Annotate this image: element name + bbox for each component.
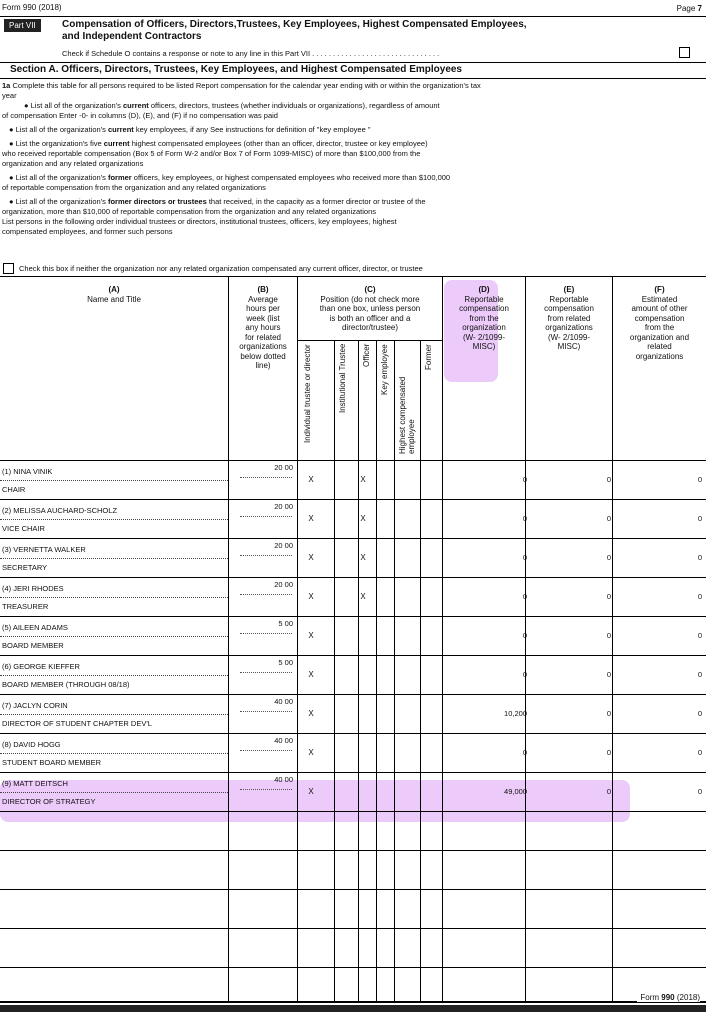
person-title: DIRECTOR OF STRATEGY: [2, 797, 96, 806]
col-c-sub-0: Individual trustee or director: [303, 344, 312, 443]
hours-per-week: 40 00: [274, 736, 293, 745]
e-lines-line: MISC): [557, 342, 581, 351]
position-mark: X: [360, 592, 366, 601]
person-name: (4) JERI RHODES: [2, 584, 64, 593]
b-lines-line: hours per: [246, 304, 280, 313]
person-name: (9) MATT DEITSCH: [2, 779, 68, 788]
hours-per-week: 5 00: [278, 658, 293, 667]
f-lines-line: amount of other: [631, 304, 688, 313]
e-lines-line: organizations: [545, 323, 593, 332]
table-row: [0, 577, 706, 616]
position-mark: X: [308, 709, 314, 718]
col-d-header: (D) Reportable compensation from the organization (W- 2/1099- MISC): [443, 285, 525, 352]
hours-per-week: 40 00: [274, 775, 293, 784]
page-number: Page 7: [676, 4, 702, 13]
position-mark: X: [308, 670, 314, 679]
footer-form-label: Form 990 (2018): [637, 993, 700, 1002]
f-lines-line: compensation: [634, 313, 685, 323]
b-lines-line: Average: [248, 294, 278, 304]
comp-f: 0: [697, 631, 702, 640]
person-title: TREASURER: [2, 602, 49, 611]
position-mark: X: [308, 475, 314, 484]
table-row: [0, 499, 706, 538]
position-mark: X: [360, 514, 366, 523]
col-c-sub-5: Former: [424, 344, 433, 370]
hours-per-week: 5 00: [278, 619, 293, 628]
d-lines-line: organization: [462, 323, 506, 332]
instructions: 1a Complete this table for all persons required to be listed Report compensation for the calendar year ending with or within the organization's tax year ● List all of the organization's current officers, directors, trustees (whether individuals or organizations), regardless of amount of compensation Enter -0- in columns (D), (E), and (F) if no compensation was paid ● List all of the organization's current key employees, if any See instructions for definition of "key employee " ● List the organization's five current highest compensated employees (other than an officer, director, trustee or key employee) who received reportable compensation (Box 5 of Form W-2 and/or Box 7 of Form 1099-MISC) of more than $100,000 from the organization and any related organizations ● List all of the organization's former officers, key employees, or highest compensated employees who received more than $100,000 of reportable compensation from the organization and any related organizations ● List all of the organization's former directors or trustees that received, in the capacity as a former director or trustee of the organization, more than $10,000 of reportable compensation from the organization and any related organizations List persons in the following order individual trustees or directors, institutional trustees, officers, key employees, highest compensated employees, and former such persons: [2, 81, 481, 236]
hours-per-week: 40 00: [274, 697, 293, 706]
c-lines-line: than one box, unless person: [319, 304, 421, 313]
comp-d: 0: [522, 748, 527, 757]
d-lines-line: compensation: [459, 304, 509, 313]
comp-f: 0: [697, 553, 702, 562]
position-mark: X: [360, 553, 366, 562]
comp-e: 0: [606, 475, 611, 484]
f-lines-line: Estimated: [641, 294, 678, 304]
person-title: BOARD MEMBER: [2, 641, 64, 650]
person-title: VICE CHAIR: [2, 524, 45, 533]
comp-e: 0: [606, 631, 611, 640]
col-c-header: (C) Position (do not check more than one box, unless person is both an officer and a director/trustee): [298, 285, 442, 333]
comp-d: 0: [522, 631, 527, 640]
col-c-sub-1: Institutional Trustee: [338, 344, 347, 414]
position-mark: X: [360, 475, 366, 484]
comp-e: 0: [606, 787, 611, 796]
person-title: STUDENT BOARD MEMBER: [2, 758, 102, 767]
part-label: Part VII: [4, 19, 41, 32]
b-lines-line: organizations: [239, 342, 287, 351]
position-mark: X: [308, 514, 314, 523]
position-mark: X: [308, 787, 314, 796]
hours-per-week: 20 00: [274, 541, 293, 550]
e-lines-line: (W- 2/1099-: [547, 332, 591, 342]
table-row: [0, 616, 706, 655]
f-lines-line: from the: [644, 323, 675, 332]
col-c-sub-2: Officer: [362, 344, 371, 368]
schedule-o-note: Check if Schedule O contains a response or note to any line in this Part VII . . . . . . . . . . . . . . . . . . . . . . . . . . . . . . .: [62, 49, 440, 58]
comp-f: 0: [697, 514, 702, 523]
comp-f: 0: [697, 748, 702, 757]
comp-d: 49,000: [504, 787, 527, 796]
none-compensated-label: Check this box if neither the organization nor any related organization compensated any current officer, director, or trustee: [19, 264, 423, 273]
comp-e: 0: [606, 709, 611, 718]
comp-f: 0: [697, 787, 702, 796]
table-row: [0, 655, 706, 694]
table-row: [0, 694, 706, 733]
e-lines-line: Reportable: [549, 294, 589, 304]
person-title: DIRECTOR OF STUDENT CHAPTER DEV'L: [2, 719, 152, 728]
person-title: CHAIR: [2, 485, 26, 494]
comp-d: 10,200: [504, 709, 527, 718]
comp-f: 0: [697, 475, 702, 484]
col-c-sub-4: Highest compensated employee: [398, 376, 416, 454]
schedule-o-checkbox[interactable]: [679, 47, 690, 58]
col-c-sub-3: Key employee: [380, 344, 389, 395]
b-lines-line: line): [255, 361, 271, 370]
comp-f: 0: [697, 670, 702, 679]
c-lines-line: is both an officer and a: [329, 313, 411, 323]
hours-per-week: 20 00: [274, 580, 293, 589]
b-lines-line: any hours: [245, 323, 281, 332]
none-compensated-checkbox[interactable]: [3, 263, 14, 274]
e-lines-line: compensation: [544, 304, 594, 313]
position-mark: X: [308, 631, 314, 640]
person-name: (3) VERNETTA WALKER: [2, 545, 86, 554]
col-a-header: (A) Name and Title: [87, 285, 141, 304]
f-lines-line: organization and: [629, 332, 690, 342]
comp-e: 0: [606, 553, 611, 562]
person-name: (8) DAVID HOGG: [2, 740, 61, 749]
comp-e: 0: [606, 748, 611, 757]
hours-per-week: 20 00: [274, 463, 293, 472]
hours-per-week: 20 00: [274, 502, 293, 511]
form-label: Form 990 (2018): [2, 3, 62, 12]
f-lines-line: organizations: [635, 351, 684, 361]
comp-d: 0: [522, 475, 527, 484]
comp-d: 0: [522, 553, 527, 562]
part-title: Compensation of Officers, Directors,Trustees, Key Employees, Highest Compensated Employees, and Independent Contractors: [62, 19, 527, 42]
comp-d: 0: [522, 592, 527, 601]
person-name: (6) GEORGE KIEFFER: [2, 662, 80, 671]
d-lines-line: (W- 2/1099-: [462, 332, 506, 342]
person-name: (5) AILEEN ADAMS: [2, 623, 68, 632]
comp-e: 0: [606, 514, 611, 523]
e-lines-line: from related: [547, 313, 591, 323]
person-name: (7) JACLYN CORIN: [2, 701, 68, 710]
person-title: SECRETARY: [2, 563, 48, 572]
f-lines-line: related: [647, 342, 672, 351]
comp-f: 0: [697, 709, 702, 718]
b-lines-line: for related: [244, 332, 282, 342]
c-lines-line: Position (do not check more: [320, 294, 420, 304]
comp-d: 0: [522, 670, 527, 679]
section-a-title: Section A. Officers, Directors, Trustees, Key Employees, and Highest Compensated Employees: [10, 64, 462, 75]
position-mark: X: [308, 748, 314, 757]
table-row: [0, 733, 706, 772]
comp-f: 0: [697, 592, 702, 601]
d-lines-line: MISC): [472, 342, 496, 351]
b-lines-line: week (list: [246, 313, 280, 323]
table-row: [0, 538, 706, 577]
comp-e: 0: [606, 592, 611, 601]
comp-d: 0: [522, 514, 527, 523]
comp-e: 0: [606, 670, 611, 679]
position-mark: X: [308, 592, 314, 601]
d-lines-line: from the: [469, 313, 499, 323]
person-name: (1) NINA VINIK: [2, 467, 53, 476]
position-mark: X: [308, 553, 314, 562]
table-row: [0, 460, 706, 499]
c-lines-line: director/trustee): [341, 323, 399, 332]
table-row: [0, 772, 706, 811]
person-name: (2) MELISSA AUCHARD-SCHOLZ: [2, 506, 118, 515]
col-b-header: (B) Average hours per week (list any hours for related organizations below dotted line): [229, 285, 297, 371]
person-title: BOARD MEMBER (THROUGH 08/18): [2, 680, 130, 689]
b-lines-line: below dotted: [240, 351, 286, 361]
col-f-header: (F) Estimated amount of other compensation from the organization and related organizations: [613, 285, 706, 361]
d-lines-line: Reportable: [464, 294, 504, 304]
col-e-header: (E) Reportable compensation from related organizations (W- 2/1099- MISC): [526, 285, 612, 352]
